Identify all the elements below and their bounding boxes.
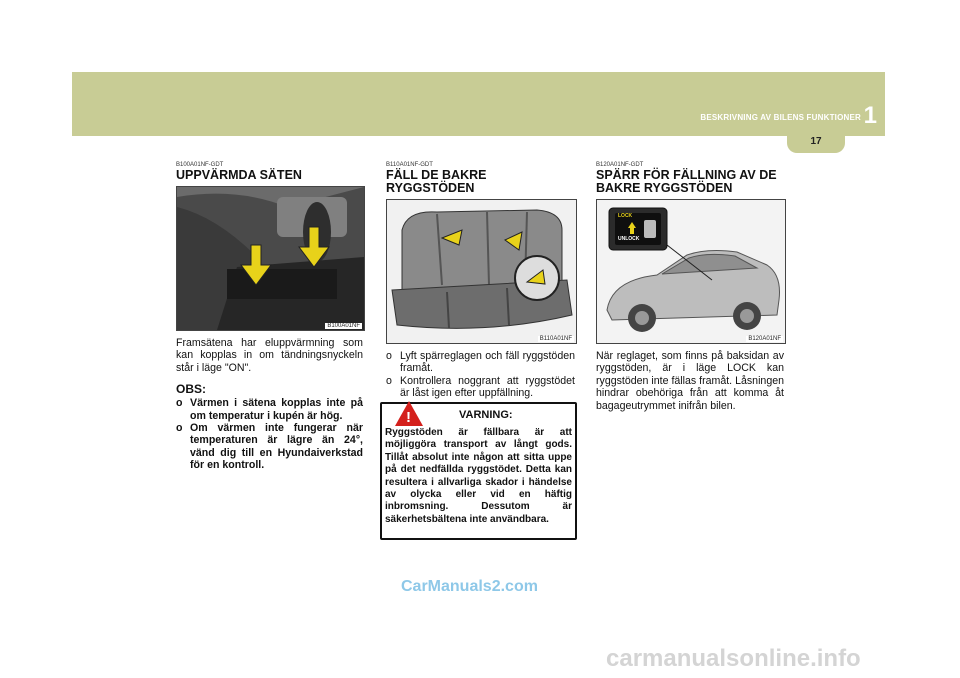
section-code: B110A01NF-GDT: [386, 162, 433, 168]
list-item: o Om värmen inte fungerar när temperaturen är lägre än 24°, vänd dig till en Hyundaiverkstad för en kontroll.: [176, 422, 363, 472]
fold-steps-list: [386, 350, 575, 400]
header-band: [72, 72, 885, 136]
seat-lock-text: När reglaget, som finns på baksidan av ryggstöden, är i läge LOCK kan ryggstöden inte fällas framåt. Låsningen hindrar obehöriga från att komma åt bagageutrymmet inifrån bilen.: [596, 350, 784, 412]
figure-label: B120A01NF: [748, 336, 781, 342]
warning-title: VARNING:: [459, 409, 513, 421]
section-heading: FÄLL DE BAKRE RYGGSTÖDEN: [386, 168, 487, 195]
list-item: o Kontrollera noggrant att ryggstödet är låst igen efter uppfällning.: [386, 374, 575, 400]
column-heated-seats: [176, 162, 363, 472]
console-illustration: [177, 187, 364, 330]
section-code: B100A01NF-GDT: [176, 162, 224, 168]
lock-label: LOCK: [618, 213, 633, 219]
column-seat-lock: [596, 162, 784, 412]
unlock-label: UNLOCK: [618, 236, 640, 242]
heated-seat-figure: [176, 186, 365, 331]
warning-text: Ryggstöden är fällbara är att möjliggöra transport av långt gods. Tillåt absolut inte någon att sitta uppe på det nedfällda ryggstödet. Detta kan resultera i allvarliga skador i händelse av olycka eller vid en häftig inbromsning. Dessutom är säkerhetsbältena inte användbara.: [385, 427, 572, 525]
rear-seat-illustration: [387, 200, 576, 343]
seat-lock-figure: [596, 199, 786, 344]
exclamation-icon: !: [406, 409, 411, 426]
carmanualsonline-watermark: carmanualsonline.info: [606, 645, 861, 672]
section-heading: SPÄRR FÖR FÄLLNING AV DE BAKRE RYGGSTÖDEN: [596, 168, 777, 195]
car-lock-illustration: [597, 200, 785, 343]
column-fold-rear-seats: [386, 162, 575, 400]
obs-title: OBS:: [176, 382, 206, 397]
heated-seats-text: Framsätena har eluppvärmning som kan kopplas in om tändningsnyckeln står i läge "ON".: [176, 337, 363, 374]
carmanuals-watermark: CarManuals2.com: [401, 578, 538, 595]
figure-label: B100A01NF: [327, 323, 360, 329]
section-heading: UPPVÄRMDA SÄTEN: [176, 168, 302, 182]
figure-label: B110A01NF: [539, 336, 572, 342]
section-title: BESKRIVNING AV BILENS FUNKTIONER: [700, 113, 861, 122]
obs-list: [176, 397, 363, 471]
section-number: 1: [863, 102, 877, 129]
warning-box: [380, 402, 577, 540]
list-item: o Värmen i sätena kopplas inte på om temperatur i kupén är hög.: [176, 397, 363, 422]
rear-seat-figure: [386, 199, 577, 344]
section-code: B120A01NF-GDT: [596, 162, 644, 168]
page-number: 17: [787, 133, 845, 153]
list-item: o Lyft spärreglagen och fäll ryggstöden framåt.: [386, 350, 575, 375]
